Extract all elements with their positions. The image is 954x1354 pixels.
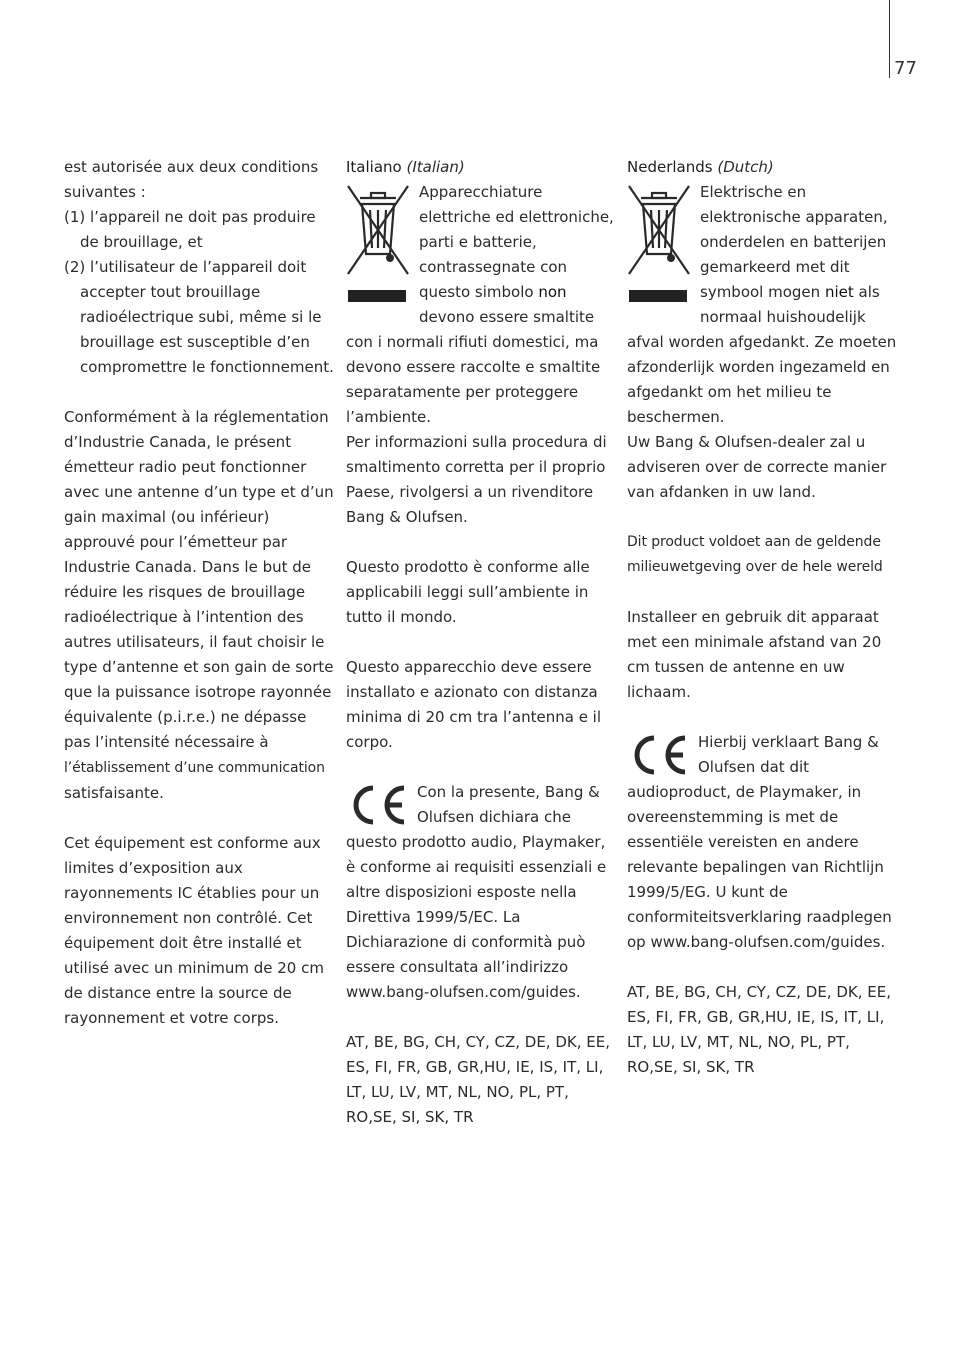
weee-bar — [348, 290, 406, 302]
italian-weee-info: Per informazioni sulla procedura di smaltimento corretta per il proprio Paese, rivolgersi a un rivenditore Bang & Olufsen. — [346, 433, 607, 526]
language-english-name: (Italian) — [406, 158, 465, 176]
page-rule — [889, 0, 890, 78]
italian-countries: AT, BE, BG, CH, CY, CZ, DE, DK, EE, ES, FI, FR, GB, GR,HU, IE, IS, IT, LI, LT, LU, LV, MT, NL, NO, PL, PT, RO,SE, SI, SK, TR — [346, 1033, 610, 1126]
conditions-list — [64, 205, 336, 380]
italian-ce-declaration: Con la presente, Bang & Olufsen dichiara che questo prodotto audio, Playmaker, è conforme ai requisiti essenziali e altre disposizioni esposte nella Direttiva 1999/5/EC. La Dichiarazione di conformità può essere consultata all’indirizzo www.bang-olufsen.com/guides. — [346, 783, 607, 1001]
page-number: 77 — [894, 58, 917, 79]
industry-canada-text-condensed: l’établissement d’une communication — [64, 760, 325, 776]
weee-text-continued: als normaal huishoudelijk afval worden afgedankt. Ze moeten afzonderlijk worden ingezameld en afgedankt om het milieu te beschermen. — [627, 283, 897, 426]
weee-text: Elektrische en elektronische apparaten, onderdelen en batterijen gemarkeerd met dit symbool mogen — [700, 183, 888, 301]
french-intro: est autorisée aux deux conditions suivantes : — [64, 158, 319, 201]
italian-environment-text: Questo prodotto è conforme alle applicabili leggi sull’ambiente in tutto il mondo. — [346, 558, 590, 626]
dutch-countries: AT, BE, BG, CH, CY, CZ, DE, DK, EE, ES, FI, FR, GB, GR,HU, IE, IS, IT, LI, LT, LU, LV, MT, NL, NO, PL, PT, RO,SE, SI, SK, TR — [627, 983, 891, 1076]
ce-mark-icon — [346, 782, 408, 828]
dutch-environment-text: Dit product voldoet aan de geldende milieuwetgeving over de hele wereld — [627, 534, 883, 575]
dutch-heading — [627, 155, 902, 180]
ce-mark — [627, 732, 692, 780]
italian-distance-text: Questo apparecchio deve essere installato e azionato con distanza minima di 20 cm tra l’antenna e il corpo. — [346, 658, 602, 751]
dutch-column — [627, 155, 902, 1080]
french-column — [64, 155, 336, 1031]
exposure-paragraph: Cet équipement est conforme aux limites d’exposition aux rayonnements IC établies pour un environnement non contrôlé. Cet équipement doit être installé et utilisé avec un minimum de 20 cm de distance entre la source de rayonnement et votre corps. — [64, 834, 324, 1027]
language-name: Nederlands — [627, 158, 713, 176]
crossed-out-bin-icon — [346, 184, 410, 276]
weee-text-continued: devono essere smaltite con i normali rifiuti domestici, ma devono essere raccolte e smaltite separatamente per proteggere l’ambiente. — [346, 308, 601, 426]
condition-item: (2) l’utilisateur de l’appareil doit accepter tout brouillage radioélectrique subi, même si le brouillage est susceptible d’en compromettre le fonctionnement. — [64, 258, 334, 376]
industry-canada-paragraph — [64, 405, 336, 806]
industry-canada-text: Conformément à la réglementation d’Industrie Canada, le présent émetteur radio peut fonctionner avec une antenne d’un type et d’un gain maximal (ou inférieur) approuvé pour l’émetteur par Industrie Canada. Dans le but de réduire les risques de brouillage radioélectrique à l’intention des autres utilisateurs, il faut choisir le type d’antenne et son gain de sorte que la puissance isotrope rayonnée équivalente (p.i.r.e.) ne dépasse pas l’intensité nécessaire à — [64, 408, 334, 751]
dutch-ce-declaration: Hierbij verklaart Bang & Olufsen dat dit audioproduct, de Playmaker, in overeenstemming is met de essentiële vereisten en andere relevante bepalingen van Richtlijn 1999/5/EG. U kunt de conformiteitsverklaring raadplegen op www.bang-olufsen.com/guides. — [627, 733, 892, 951]
weee-text: Apparecchiature elettriche ed elettroniche, parti e batterie, contrassegnate con questo simbolo — [419, 183, 614, 301]
language-english-name: (Dutch) — [717, 158, 774, 176]
weee-bar — [629, 290, 687, 302]
weee-emphasis: niet — [824, 283, 854, 301]
weee-emphasis: non — [538, 283, 567, 301]
crossed-out-bin-icon — [627, 184, 691, 276]
ce-mark-icon — [627, 732, 689, 778]
dutch-weee-info: Uw Bang & Olufsen-dealer zal u adviseren over de correcte manier van afdanken in uw land. — [627, 433, 887, 501]
weee-symbol — [627, 184, 695, 306]
industry-canada-text-end: satisfaisante. — [64, 784, 164, 802]
weee-symbol — [346, 184, 414, 306]
condition-item: (1) l’appareil ne doit pas produire de brouillage, et — [64, 208, 316, 251]
dutch-distance-text: Installeer en gebruik dit apparaat met een minimale afstand van 20 cm tussen de antenne en uw lichaam. — [627, 608, 882, 701]
language-name: Italiano — [346, 158, 402, 176]
italian-heading — [346, 155, 616, 180]
ce-mark — [346, 782, 411, 830]
italian-column — [346, 155, 616, 1130]
